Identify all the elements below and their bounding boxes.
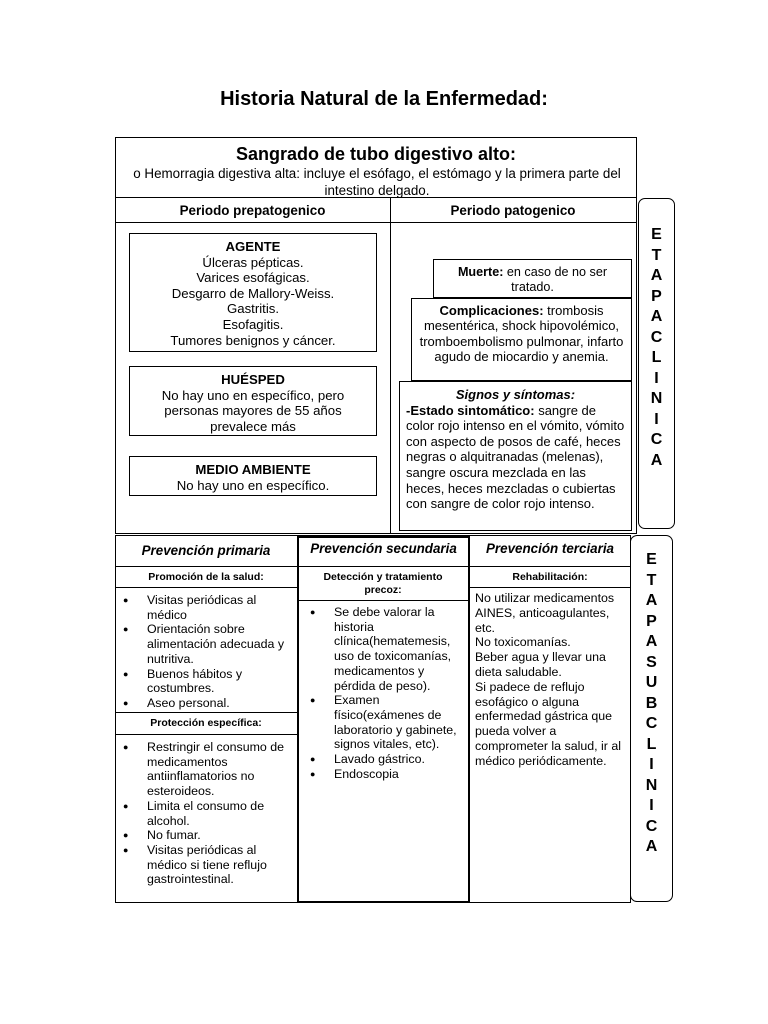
complications-text: trombosis mesentérica, shock hipovolémico, tromboembolismo pulmonar, infarto agudo de miocardio y anemia. <box>419 303 624 365</box>
list-item: ● Aseo personal. <box>115 696 295 711</box>
primary-prevention-heading: Prevención primaria <box>141 543 271 558</box>
period-divider <box>115 222 637 223</box>
specific-protection-list <box>115 740 295 887</box>
disease-description: o Hemorragia digestiva alta: incluye el esófago, el estómago y la primera parte del intestino delgado. <box>133 166 621 198</box>
secondary-divider-2 <box>297 600 470 601</box>
agent-heading: AGENTE <box>225 239 281 254</box>
rehabilitation-line: No utilizar medicamentos AINES, anticoagulantes, etc. <box>475 591 615 635</box>
agent-item: Tumores benignos y cáncer. <box>170 332 336 348</box>
environment-text: No hay uno en específico. <box>176 477 330 493</box>
disease-title: Sangrado de tubo digestivo alto: <box>235 144 516 164</box>
host-box <box>129 366 377 436</box>
list-item: ● Restringir el consumo de medicamentos antiinflamatorios no esteroideos. <box>115 740 295 799</box>
period-prepathogenic-header: Periodo prepatogenico <box>179 203 326 218</box>
host-text: No hay uno en específico, pero personas mayores de 55 años prevalece más <box>161 387 345 434</box>
specific-protection-heading: Protección específica: <box>150 717 262 729</box>
symptoms-box <box>399 381 632 531</box>
tertiary-divider-1 <box>469 566 631 567</box>
death-label: Muerte: <box>457 265 504 279</box>
list-item: ● Examen físico(exámenes de laboratorio y gabinete, signos vitales, etc). <box>302 693 462 752</box>
page-title: Historia Natural de la Enfermedad: <box>220 88 548 110</box>
symptoms-label: -Estado sintomático: <box>406 402 535 418</box>
agent-item: Úlceras pépticas. <box>202 254 304 270</box>
period-pathogenic-header: Periodo patogenico <box>450 203 576 218</box>
tertiary-prevention-heading: Prevención terciaria <box>485 541 615 556</box>
list-item: ● Se debe valorar la historia clínica(hematemesis, uso de toxicomanías, medicamentos y pérdida de peso). <box>302 605 462 693</box>
list-item: ● Limita el consumo de alcohol. <box>115 799 295 828</box>
list-item: ● Visitas periódicas al médico si tiene reflujo gastrointestinal. <box>115 843 295 887</box>
health-promotion-heading: Promoción de la salud: <box>148 571 264 583</box>
clinical-stage-label <box>638 198 675 529</box>
clinical-stage-text: ETAPA CLINICA <box>650 226 667 469</box>
agent-item: Desgarro de Mallory-Weiss. <box>171 285 335 301</box>
column-divider <box>390 197 391 534</box>
rehabilitation-line: Si padece de reflujo esofágico o alguna enfermedad gástrica que pueda volver a comprometer la salud, ir al médico periódicamente. <box>475 679 621 768</box>
secondary-divider-1 <box>297 566 470 567</box>
list-item: ● No fumar. <box>115 828 295 843</box>
rehabilitation-text <box>475 591 627 769</box>
list-item: ● Buenos hábitos y costumbres. <box>115 667 295 696</box>
agent-item: Esofagitis. <box>222 316 284 332</box>
list-item: ● Orientación sobre alimentación adecuada y nutritiva. <box>115 622 295 666</box>
agent-item: Varices esofágicas. <box>196 270 310 286</box>
early-detection-list <box>302 605 462 781</box>
environment-box <box>129 456 377 496</box>
rehabilitation-heading: Rehabilitación: <box>512 571 588 583</box>
primary-divider-4 <box>115 734 297 735</box>
death-text: en caso de no ser tratado. <box>503 265 608 294</box>
header-divider <box>115 197 637 198</box>
rehabilitation-line: Beber agua y llevar una dieta saludable. <box>475 650 606 679</box>
health-promotion-list <box>115 593 295 711</box>
early-detection-heading: Detección y tratamiento precoz: <box>323 571 443 596</box>
list-item: ● Visitas periódicas al médico <box>115 593 295 622</box>
agent-box <box>129 233 377 352</box>
symptoms-text: sangre de color rojo intenso en el vómito, vómito con aspecto de posos de café, heces negras o alquitranadas (melenas), sangre oscura mezclada en las heces, heces mezcladas o cubiertas con sangre de color rojo intenso. <box>406 402 625 512</box>
complications-box <box>411 298 632 381</box>
environment-heading: MEDIO AMBIENTE <box>195 462 311 477</box>
subclinical-stage-text: ETAPA SUBCLINICA <box>645 551 662 855</box>
symptoms-heading: Signos y síntomas: <box>455 387 576 402</box>
agent-item: Gastritis. <box>226 301 280 317</box>
secondary-prevention-heading: Prevención secundaria <box>310 541 457 556</box>
complications-label: Complicaciones: <box>439 303 544 318</box>
subclinical-stage-label <box>630 535 673 902</box>
primary-divider-2 <box>115 587 297 588</box>
death-box <box>433 259 632 298</box>
tertiary-divider-2 <box>469 587 631 588</box>
list-item: ● Lavado gástrico. <box>302 752 462 767</box>
primary-divider-1 <box>115 566 297 567</box>
list-item: ● Endoscopia <box>302 767 462 782</box>
rehabilitation-line: No toxicomanías. <box>475 635 571 650</box>
host-heading: HUÉSPED <box>221 372 285 387</box>
primary-divider-3 <box>115 712 297 713</box>
